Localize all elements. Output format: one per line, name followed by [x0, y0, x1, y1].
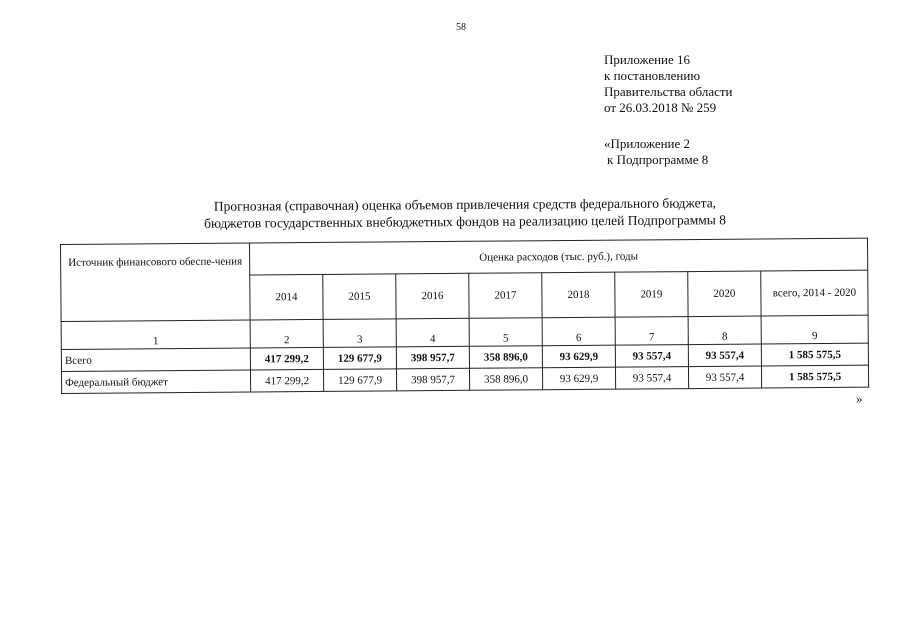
column-number: 5	[469, 318, 542, 347]
table-cell: 358 896,0	[469, 368, 542, 391]
appendix-line: от 26.03.2018 № 259	[604, 100, 717, 115]
appendix-line: Правительства области	[604, 84, 733, 99]
table-cell: 1 585 575,5	[761, 365, 868, 388]
spacer	[604, 116, 733, 136]
expense-estimate-header: Оценка расходов (тыс. руб.), годы	[249, 238, 867, 275]
column-number: 7	[615, 317, 688, 346]
inner-appendix-line: «Приложение 2	[604, 136, 691, 151]
table-cell: 93 557,4	[688, 366, 761, 389]
year-header: 2014	[250, 275, 323, 320]
financing-table-wrapper	[60, 238, 869, 394]
title-line: бюджетов государственных внебюджетных фондов на реализацию целей Подпрограммы 8	[204, 212, 727, 231]
table-cell: 93 557,4	[615, 345, 688, 368]
closing-quote: »	[856, 391, 863, 406]
year-header: 2020	[688, 271, 761, 316]
table-cell: 398 957,7	[396, 368, 469, 391]
page-number: 58	[456, 22, 466, 33]
table-cell: 398 957,7	[396, 346, 469, 369]
table-cell: 417 299,2	[250, 369, 323, 392]
appendix-line: Приложение 16	[604, 52, 691, 67]
inner-appendix-line: к Подпрограмме 8	[607, 152, 709, 167]
financing-table	[60, 238, 869, 394]
year-header: 2019	[615, 272, 688, 317]
column-number: 9	[761, 315, 868, 344]
column-number: 8	[688, 316, 761, 345]
year-header: 2016	[396, 274, 469, 319]
title-line: Прогнозная (справочная) оценка объемов привлечения средств федерального бюджета,	[213, 195, 717, 214]
appendix-reference	[604, 52, 733, 168]
document-title	[150, 194, 780, 232]
column-number: 2	[250, 319, 323, 348]
year-header: 2018	[542, 273, 615, 318]
column-number: 4	[396, 318, 469, 347]
column-number: 6	[542, 317, 615, 346]
year-header: 2017	[469, 273, 542, 318]
row-label: Федеральный бюджет	[62, 370, 251, 393]
table-cell: 93 557,4	[688, 344, 761, 367]
column-number: 3	[323, 319, 396, 348]
table-cell: 93 629,9	[542, 345, 615, 368]
row-label: Всего	[61, 348, 250, 371]
table-cell: 129 677,9	[323, 347, 396, 370]
table-cell: 417 299,2	[250, 347, 323, 370]
table-cell: 1 585 575,5	[761, 343, 868, 366]
table-cell: 358 896,0	[469, 346, 542, 369]
table-cell: 129 677,9	[323, 369, 396, 392]
table-cell: 93 629,9	[542, 367, 615, 390]
source-header: Источник финансового обеспе-чения	[61, 243, 251, 321]
table-cell: 93 557,4	[615, 367, 688, 390]
column-number: 1	[61, 320, 250, 349]
total-header: всего, 2014 - 2020	[761, 271, 868, 316]
appendix-line: к постановлению	[604, 68, 701, 83]
year-header: 2015	[323, 274, 396, 319]
